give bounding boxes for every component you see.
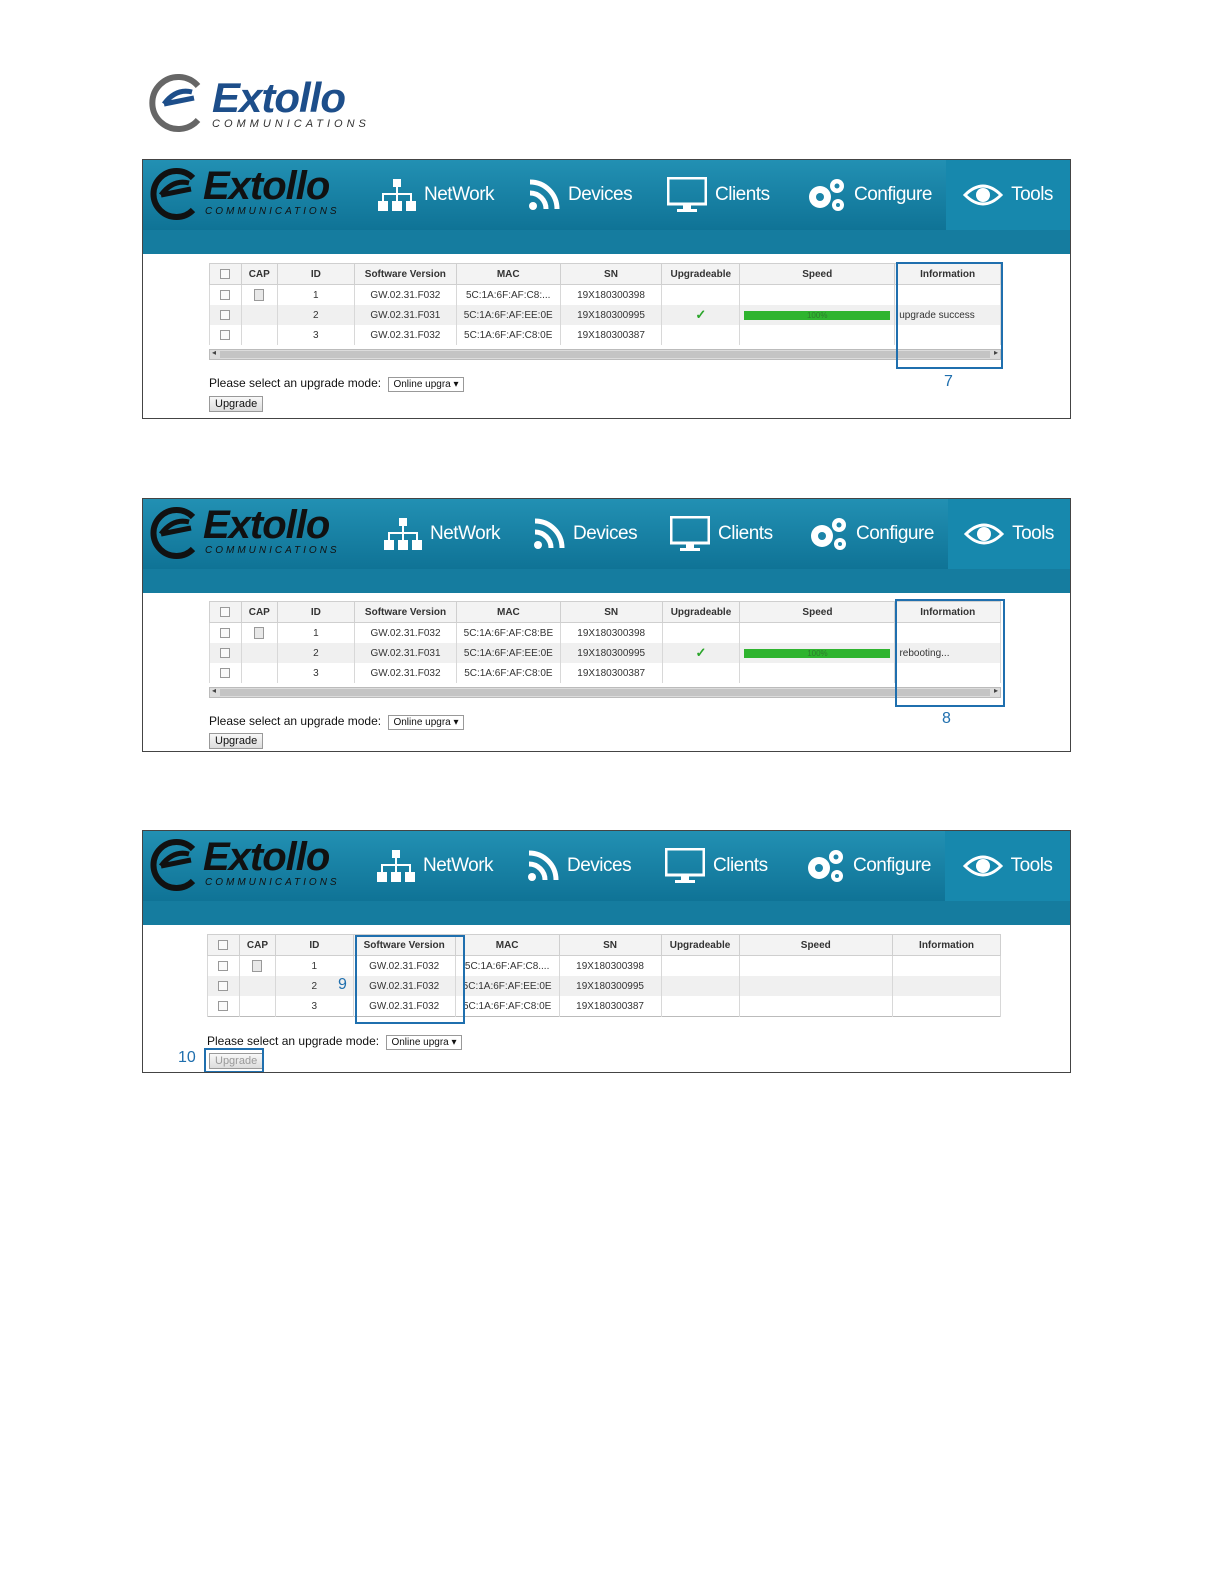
nav-tools[interactable]: [948, 499, 1070, 569]
upgrade-mode-select[interactable]: [386, 1035, 461, 1050]
rss-icon: [528, 179, 560, 211]
cell-mac: 5C:1A:6F:AF:C8:...: [456, 285, 560, 306]
table-row[interactable]: [210, 663, 1001, 683]
cell-upgradeable: [662, 305, 740, 325]
cell-id: 3: [277, 663, 354, 683]
cell-version: GW.02.31.F032: [355, 623, 457, 644]
row-checkbox[interactable]: [220, 290, 230, 300]
checkbox[interactable]: [220, 269, 230, 279]
page-logo: [146, 72, 376, 136]
table-row[interactable]: [208, 996, 1001, 1017]
progress-label: 100%: [807, 648, 828, 658]
header-cap[interactable]: CAP: [241, 264, 277, 285]
cell-mac: 5C:1A:6F:AF:EE:0E: [456, 643, 560, 663]
cell-id: 1: [275, 956, 353, 977]
cell-speed: [740, 623, 895, 644]
upgrade-mode-label: Please select an upgrade mode:: [207, 1034, 380, 1048]
cell-speed: [740, 663, 895, 683]
nav-configure[interactable]: [808, 499, 934, 569]
cell-mac: 5C:1A:6F:AF:C8:BE: [456, 623, 560, 644]
cell-version: GW.02.31.F031: [354, 305, 456, 325]
scroll-left-arrow-icon[interactable]: ◂: [212, 348, 217, 357]
cell-id: 2: [277, 643, 354, 663]
scroll-left-arrow-icon[interactable]: ◂: [212, 686, 217, 695]
row-checkbox[interactable]: [218, 1001, 228, 1011]
upgrade-mode-label: Please select an upgrade mode:: [209, 714, 382, 728]
sub-nav-bar: [143, 230, 1070, 254]
row-checkbox[interactable]: [218, 961, 228, 971]
cell-version: GW.02.31.F032: [354, 285, 456, 306]
nav-network-label: NetWork: [423, 855, 494, 876]
step-number: 8: [942, 710, 951, 727]
cell-id: 3: [277, 325, 354, 345]
cell-sn: 19X180300995: [560, 305, 662, 325]
cell-version: GW.02.31.F032: [354, 325, 456, 345]
progress-label: 100%: [806, 310, 828, 320]
cap-icon: [254, 289, 264, 301]
step-number: 9: [338, 976, 347, 993]
gears-icon: [808, 516, 848, 552]
scrollbar-thumb[interactable]: [220, 351, 990, 358]
nav-clients-label: Clients: [715, 184, 770, 205]
device-table: [209, 263, 1001, 345]
cap-icon: [254, 627, 264, 639]
cell-mac: 5C:1A:6F:AF:C8:0E: [456, 663, 560, 683]
app-logo: [147, 164, 347, 226]
header-information[interactable]: Information: [895, 602, 1001, 623]
table-header-row: [210, 264, 1001, 285]
nav-tools[interactable]: [946, 160, 1070, 230]
cell-upgradeable: [662, 325, 740, 345]
top-nav-bar: [143, 160, 1070, 230]
network-icon: [378, 179, 416, 211]
row-checkbox[interactable]: [220, 310, 230, 320]
upgrade-mode-row: [209, 376, 464, 392]
table-row[interactable]: [210, 643, 1001, 663]
header-speed[interactable]: Speed: [740, 264, 895, 285]
extollo-logo-icon: [147, 166, 203, 222]
nav-clients[interactable]: [665, 831, 768, 901]
monitor-icon: [667, 177, 707, 213]
checkbox[interactable]: [218, 940, 228, 950]
cell-id: 2: [277, 305, 354, 325]
rss-icon: [527, 850, 559, 882]
header-speed[interactable]: Speed: [739, 935, 893, 956]
upgrade-button[interactable]: Upgrade: [209, 396, 263, 412]
horizontal-scrollbar[interactable]: [209, 349, 1001, 360]
nav-tools-label: Tools: [1010, 855, 1053, 876]
app-logo-subtitle: COMMUNICATIONS: [205, 545, 340, 556]
top-nav-bar: [143, 499, 1070, 569]
upgrade-mode-value: Online upgra: [393, 379, 451, 390]
gears-icon: [805, 848, 845, 884]
sub-nav-bar: [143, 569, 1070, 593]
nav-network[interactable]: [377, 831, 493, 901]
logo-subtitle: COMMUNICATIONS: [212, 118, 370, 130]
cell-sn: 19X180300995: [559, 976, 661, 996]
nav-configure-label: Configure: [854, 184, 932, 205]
cap-icon: [252, 960, 262, 972]
cell-upgradeable: [662, 663, 740, 683]
extollo-logo-icon: [147, 505, 203, 561]
cell-sn: 19X180300398: [560, 623, 662, 644]
cell-info: rebooting...: [895, 643, 1001, 663]
header-sn[interactable]: SN: [560, 602, 662, 623]
nav-configure[interactable]: [806, 160, 932, 230]
nav-configure-label: Configure: [856, 523, 934, 544]
cell-mac: 5C:1A:6F:AF:EE:0E: [456, 305, 560, 325]
cell-version: GW.02.31.F032: [353, 996, 455, 1017]
upgrade-button[interactable]: Upgrade: [209, 733, 263, 749]
upgrade-mode-select[interactable]: [388, 715, 463, 730]
gears-icon: [806, 177, 846, 213]
row-checkbox[interactable]: [220, 648, 230, 658]
highlight-information-column: [895, 599, 1005, 707]
nav-network[interactable]: [384, 499, 500, 569]
nav-network-label: NetWork: [430, 523, 501, 544]
header-select-all[interactable]: [210, 264, 242, 285]
cell-sn: 19X180300387: [559, 996, 661, 1017]
highlight-information-column: [896, 262, 1003, 369]
cell-upgradeable: [662, 285, 740, 306]
cell-version: GW.02.31.F032: [353, 956, 455, 977]
table-row[interactable]: [210, 285, 1001, 306]
header-mac[interactable]: MAC: [455, 935, 559, 956]
header-sn[interactable]: SN: [559, 935, 661, 956]
header-upgradeable[interactable]: Upgradeable: [662, 602, 740, 623]
dropdown-arrow-icon: ▾: [451, 1037, 457, 1048]
upgrade-mode-label: Please select an upgrade mode:: [209, 376, 382, 390]
network-icon: [384, 518, 422, 550]
cell-sn: 19X180300387: [560, 663, 662, 683]
header-cap[interactable]: CAP: [239, 935, 275, 956]
screenshot-panel-2: [142, 498, 1071, 752]
horizontal-scrollbar[interactable]: [209, 687, 1001, 698]
cell-mac: 5C:1A:6F:AF:C8:0E: [456, 325, 560, 345]
logo-word: Extollo: [212, 74, 346, 121]
nav-clients[interactable]: [670, 499, 773, 569]
app-logo: [147, 503, 347, 565]
cell-upgradeable: [662, 643, 740, 663]
upgrade-mode-select[interactable]: [388, 377, 463, 392]
cell-sn: 19X180300995: [560, 643, 662, 663]
step-number: 10: [178, 1049, 196, 1066]
header-id[interactable]: ID: [277, 264, 354, 285]
cell-speed: [740, 285, 895, 306]
table-row[interactable]: [210, 325, 1001, 345]
table-row[interactable]: [208, 956, 1001, 977]
cell-upgradeable: [661, 996, 739, 1017]
screenshot-panel-3: [142, 830, 1071, 1073]
cell-info: [893, 976, 1001, 996]
cell-upgradeable: [661, 976, 739, 996]
scrollbar-thumb[interactable]: [220, 689, 990, 696]
cell-sn: 19X180300398: [559, 956, 661, 977]
cell-mac: 5C:1A:6F:AF:C8:0E: [455, 996, 559, 1017]
nav-devices-label: Devices: [573, 523, 638, 544]
nav-devices[interactable]: [533, 499, 637, 569]
header-speed[interactable]: Speed: [740, 602, 895, 623]
nav-configure-label: Configure: [853, 855, 931, 876]
header-mac[interactable]: MAC: [456, 264, 560, 285]
extollo-logo-icon: [147, 837, 203, 893]
nav-devices-label: Devices: [568, 184, 633, 205]
cell-id: 3: [275, 996, 353, 1017]
network-icon: [377, 850, 415, 882]
app-logo-word: Extollo: [203, 503, 330, 547]
nav-devices-label: Devices: [567, 855, 632, 876]
step-number: 7: [944, 373, 953, 390]
header-software-version[interactable]: Software Version: [353, 935, 455, 956]
screenshot-panel-1: [142, 159, 1071, 419]
upgrade-mode-value: Online upgra: [393, 717, 451, 728]
upgrade-button[interactable]: Upgrade: [209, 1053, 263, 1069]
table-row[interactable]: [208, 976, 1001, 996]
cell-info: [893, 996, 1001, 1017]
nav-devices[interactable]: [528, 160, 632, 230]
top-nav-bar: [143, 831, 1070, 901]
eye-icon: [963, 181, 1003, 209]
header-upgradeable[interactable]: Upgradeable: [662, 264, 740, 285]
cell-id: 1: [277, 623, 354, 644]
cell-id: 1: [277, 285, 354, 306]
nav-clients-label: Clients: [718, 523, 773, 544]
cell-info: [893, 956, 1001, 977]
progress-bar: [744, 311, 890, 320]
cell-info: upgrade success: [895, 305, 1001, 325]
table-header-row: [208, 935, 1001, 956]
cell-speed: [739, 976, 893, 996]
header-mac[interactable]: MAC: [456, 602, 560, 623]
cell-sn: 19X180300398: [560, 285, 662, 306]
highlight-software-version-column: [355, 935, 465, 1024]
nav-tools-label: Tools: [1011, 184, 1053, 205]
upgrade-mode-value: Online upgra: [391, 1037, 449, 1048]
progress-bar: [744, 649, 890, 658]
cell-speed: [740, 305, 895, 325]
nav-tools-label: Tools: [1012, 523, 1054, 544]
cell-speed: [739, 996, 893, 1017]
highlight-upgrade-button: [204, 1048, 264, 1073]
scroll-right-arrow-icon[interactable]: ▸: [993, 348, 998, 357]
header-software-version[interactable]: Software Version: [355, 602, 457, 623]
nav-configure[interactable]: [805, 831, 931, 901]
nav-tools[interactable]: [945, 831, 1070, 901]
header-upgradeable[interactable]: Upgradeable: [661, 935, 739, 956]
app-logo-subtitle: COMMUNICATIONS: [205, 206, 340, 217]
row-checkbox[interactable]: [218, 981, 228, 991]
nav-devices[interactable]: [527, 831, 631, 901]
nav-network[interactable]: [378, 160, 494, 230]
header-select-all[interactable]: [208, 935, 240, 956]
monitor-icon: [670, 516, 710, 552]
cell-upgradeable: [661, 956, 739, 977]
header-information[interactable]: Information: [893, 935, 1001, 956]
row-checkbox[interactable]: [220, 628, 230, 638]
cell-speed: [739, 956, 893, 977]
header-id[interactable]: ID: [277, 602, 354, 623]
header-id[interactable]: ID: [275, 935, 353, 956]
nav-clients[interactable]: [667, 160, 770, 230]
dropdown-arrow-icon: ▾: [453, 717, 459, 728]
device-table: [207, 934, 1001, 1017]
app-logo-subtitle: COMMUNICATIONS: [205, 877, 340, 888]
row-checkbox[interactable]: [220, 330, 230, 340]
cell-sn: 19X180300387: [560, 325, 662, 345]
app-logo-word: Extollo: [203, 835, 330, 879]
nav-clients-label: Clients: [713, 855, 768, 876]
cell-speed: [740, 325, 895, 345]
cell-id: 2: [275, 976, 353, 996]
nav-network-label: NetWork: [424, 184, 495, 205]
checkmark-icon: ✓: [695, 645, 707, 660]
header-cap[interactable]: CAP: [241, 602, 277, 623]
row-checkbox[interactable]: [220, 668, 230, 678]
cell-version: GW.02.31.F032: [353, 976, 455, 996]
table-row[interactable]: [210, 305, 1001, 325]
cell-version: GW.02.31.F031: [355, 643, 457, 663]
header-sn[interactable]: SN: [560, 264, 662, 285]
checkmark-icon: ✓: [695, 307, 707, 322]
cell-speed: [740, 643, 895, 663]
cell-upgradeable: [662, 623, 740, 644]
monitor-icon: [665, 848, 705, 884]
app-logo-word: Extollo: [203, 164, 330, 208]
rss-icon: [533, 518, 565, 550]
device-table: [209, 601, 1001, 683]
checkbox[interactable]: [220, 607, 230, 617]
eye-icon: [963, 852, 1003, 880]
header-software-version[interactable]: Software Version: [354, 264, 456, 285]
cell-mac: 5C:1A:6F:AF:EE:0E: [455, 976, 559, 996]
table-header-row: [210, 602, 1001, 623]
cell-mac: 5C:1A:6F:AF:C8....: [455, 956, 559, 977]
sub-nav-bar: [143, 901, 1070, 925]
header-select-all[interactable]: [210, 602, 242, 623]
cell-version: GW.02.31.F032: [355, 663, 457, 683]
app-logo: [147, 835, 347, 897]
upgrade-mode-row: [209, 714, 464, 730]
header-information[interactable]: Information: [895, 264, 1001, 285]
dropdown-arrow-icon: ▾: [453, 379, 459, 390]
scroll-right-arrow-icon[interactable]: ▸: [993, 686, 998, 695]
eye-icon: [964, 520, 1004, 548]
extollo-logo-icon: [146, 72, 208, 134]
table-row[interactable]: [210, 623, 1001, 644]
